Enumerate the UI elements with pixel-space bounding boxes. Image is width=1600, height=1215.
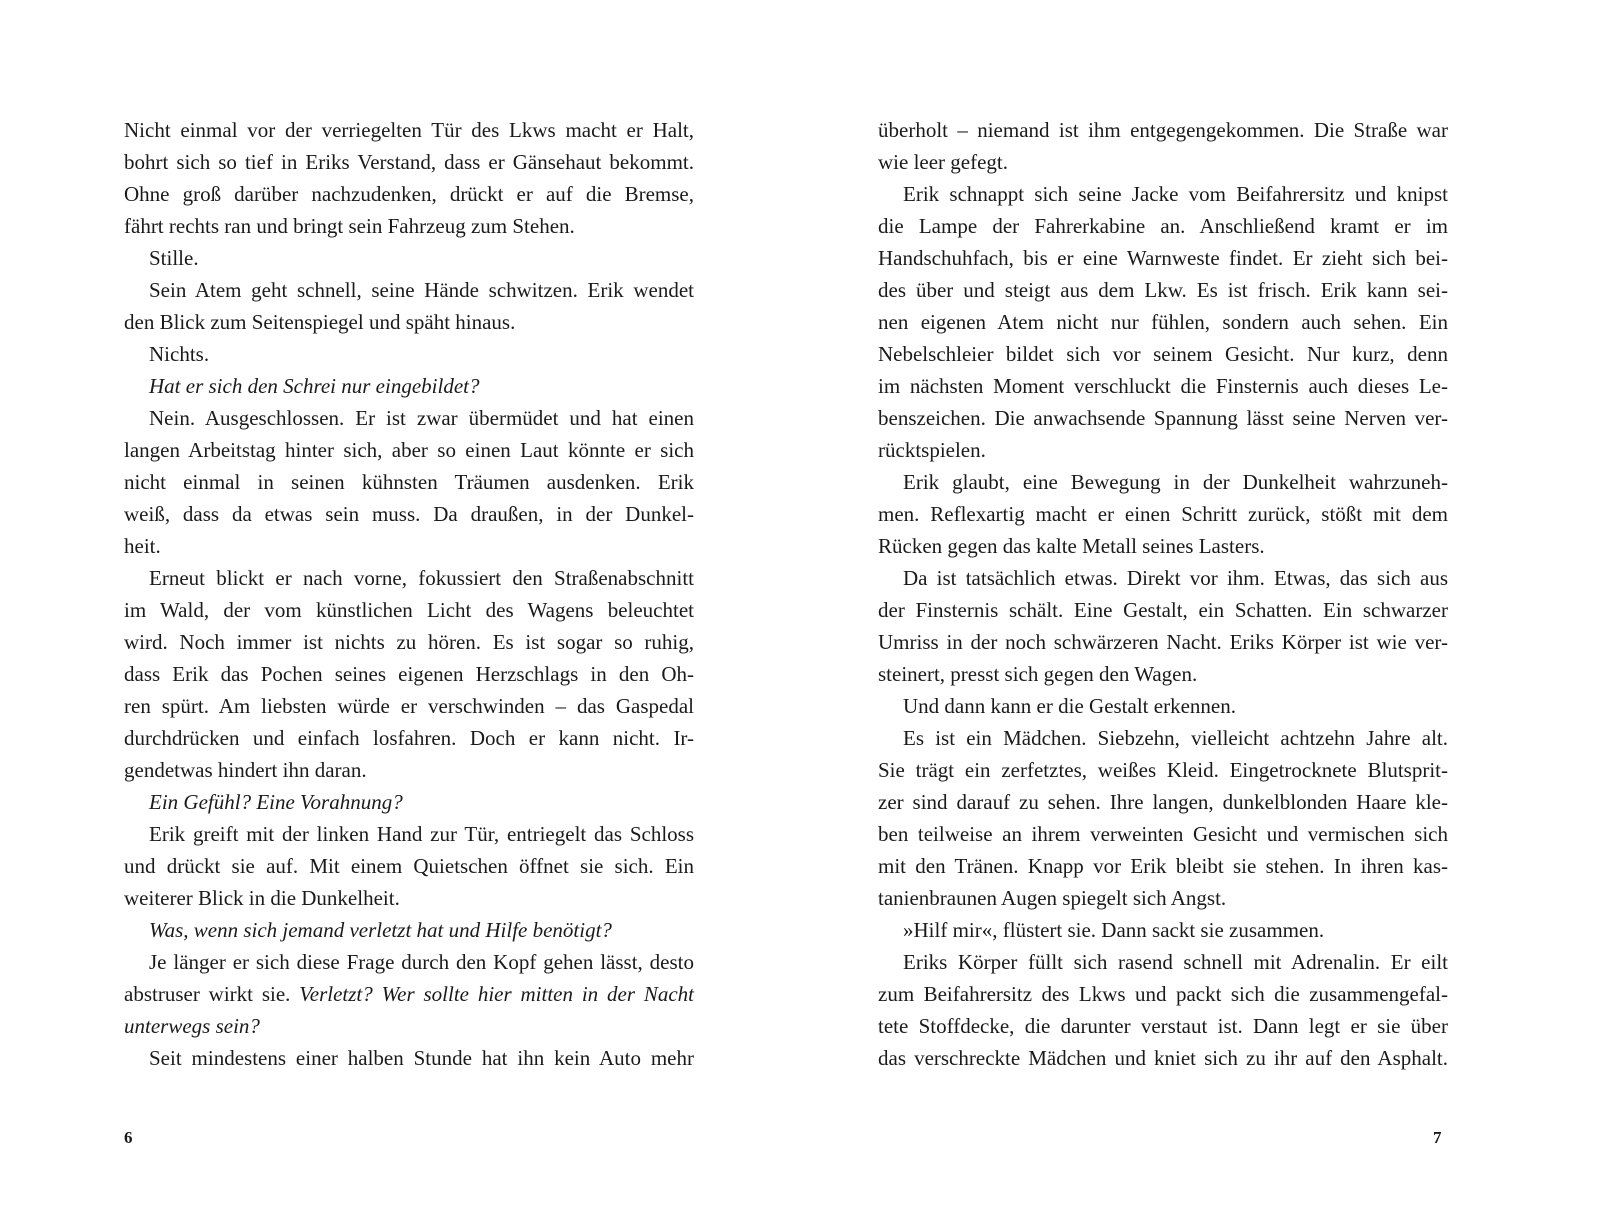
text-line: bohrt sich so tief in Eriks Verstand, dass er Gänsehaut bekommt. [124, 150, 694, 174]
text-line: Es ist ein Mädchen. Siebzehn, vielleicht achtzehn Jahre alt. [903, 726, 1448, 750]
text-line: Und dann kann er die Gestalt erkennen. [903, 694, 1236, 718]
text-line: Sie trägt ein zerfetztes, weißes Kleid. Eingetrocknete Blutsprit- [878, 758, 1448, 782]
text-line [124, 370, 694, 402]
text-line: Nebelschleier bildet sich vor seinem Gesicht. Nur kurz, denn [878, 342, 1448, 366]
text-line: Eriks Körper füllt sich rasend schnell mit Adrenalin. Er eilt [903, 950, 1448, 974]
text-line: nen eigenen Atem nicht nur fühlen, sondern auch sehen. Ein [878, 310, 1448, 334]
italic-thought: Hat er sich den Schrei nur eingebildet? [149, 374, 480, 398]
text-line: überholt – niemand ist ihm entgegengekommen. Die Straße war [878, 118, 1448, 142]
text-line [124, 914, 694, 946]
text-line: gendetwas hindert ihn daran. [124, 758, 367, 782]
text-line: Nein. Ausgeschlossen. Er ist zwar übermüdet und hat einen [149, 406, 694, 430]
text-line: benszeichen. Die anwachsende Spannung lässt seine Nerven ver- [878, 406, 1448, 430]
text-line: Handschuhfach, bis er eine Warnweste findet. Er zieht sich bei- [878, 246, 1448, 270]
text-line: Nichts. [149, 342, 210, 366]
text-line: durchdrücken und einfach losfahren. Doch er kann nicht. Ir- [124, 726, 694, 750]
text-line: Erik greift mit der linken Hand zur Tür, entriegelt das Schloss [149, 822, 694, 846]
text-line: Je länger er sich diese Frage durch den Kopf gehen lässt, desto [149, 950, 694, 974]
text-line [124, 1010, 694, 1042]
right-page-text [878, 114, 1448, 1074]
italic-thought: Ein Gefühl? Eine Vorahnung? [149, 790, 403, 814]
page-number-right: 7 [1433, 1128, 1442, 1147]
text-line: rücktspielen. [878, 438, 986, 462]
text-line: men. Reflexartig macht er einen Schritt zurück, stößt mit dem [878, 502, 1448, 526]
text-line: Erneut blickt er nach vorne, fokussiert den Straßenabschnitt [149, 566, 694, 590]
text-line: die Lampe der Fahrerkabine an. Anschließend kramt er im [878, 214, 1448, 238]
text-segment: abstruser wirkt sie. [124, 982, 300, 1006]
text-line: dass Erik das Pochen seines eigenen Herzschlags in den Oh- [124, 662, 694, 686]
text-line: Erik schnappt sich seine Jacke vom Beifahrersitz und knipst [903, 182, 1448, 206]
text-line: Seit mindestens einer halben Stunde hat ihn kein Auto mehr [149, 1046, 694, 1070]
text-line [124, 978, 694, 1010]
text-line: weiterer Blick in die Dunkelheit. [124, 886, 400, 910]
text-line: weiß, dass da etwas sein muss. Da draußen, in der Dunkel- [124, 502, 694, 526]
left-page-text [124, 114, 694, 1074]
text-line: und drückt sie auf. Mit einem Quietschen öffnet sie sich. Ein [124, 854, 694, 878]
text-line: heit. [124, 534, 161, 558]
text-line: wird. Noch immer ist nichts zu hören. Es ist sogar so ruhig, [124, 630, 694, 654]
text-line: des über und steigt aus dem Lkw. Es ist frisch. Erik kann sei- [878, 278, 1448, 302]
text-line: Stille. [149, 246, 199, 270]
italic-thought: Was, wenn sich jemand verletzt hat und Hilfe benötigt? [149, 918, 612, 942]
text-line: Umriss in der noch schwärzeren Nacht. Eriks Körper ist wie ver- [878, 630, 1448, 654]
text-line: Ohne groß darüber nachzudenken, drückt er auf die Bremse, [124, 182, 694, 206]
text-line: ben teilweise an ihrem verweinten Gesicht und vermischen sich [878, 822, 1448, 846]
text-line: Erik glaubt, eine Bewegung in der Dunkelheit wahrzuneh- [903, 470, 1448, 494]
page-number-left: 6 [124, 1128, 133, 1147]
text-line: Sein Atem geht schnell, seine Hände schwitzen. Erik wendet [149, 278, 694, 302]
italic-thought: unterwegs sein? [124, 1014, 260, 1038]
text-line: tete Stoffdecke, die darunter verstaut ist. Dann legt er sie über [878, 1014, 1448, 1038]
text-line: langen Arbeitstag hinter sich, aber so einen Laut könnte er sich [124, 438, 694, 462]
text-line: das verschreckte Mädchen und kniet sich zu ihr auf den Asphalt. [878, 1046, 1448, 1070]
text-line: zum Beifahrersitz des Lkws und packt sich die zusammengefal- [878, 982, 1448, 1006]
text-line: Rücken gegen das kalte Metall seines Lasters. [878, 534, 1265, 558]
text-line: im nächsten Moment verschluckt die Finsternis auch dieses Le- [878, 374, 1448, 398]
text-line: den Blick zum Seitenspiegel und späht hinaus. [124, 310, 516, 334]
text-line: Nicht einmal vor der verriegelten Tür des Lkws macht er Halt, [124, 118, 694, 142]
text-line: tanienbraunen Augen spiegelt sich Angst. [878, 886, 1227, 910]
text-line: Da ist tatsächlich etwas. Direkt vor ihm. Etwas, das sich aus [903, 566, 1448, 590]
text-line: im Wald, der vom künstlichen Licht des Wagens beleuchtet [124, 598, 694, 622]
text-line: fährt rechts ran und bringt sein Fahrzeug zum Stehen. [124, 214, 575, 238]
text-line: nicht einmal in seinen kühnsten Träumen ausdenken. Erik [124, 470, 694, 494]
text-line: zer sind darauf zu sehen. Ihre langen, dunkelblonden Haare kle- [878, 790, 1448, 814]
text-line: steinert, presst sich gegen den Wagen. [878, 662, 1198, 686]
text-line: der Finsternis schält. Eine Gestalt, ein Schatten. Ein schwarzer [878, 598, 1448, 622]
text-line [124, 786, 694, 818]
text-line: »Hilf mir«, flüstert sie. Dann sackt sie zusammen. [903, 918, 1325, 942]
text-line: mit den Tränen. Knapp vor Erik bleibt sie stehen. In ihren kas- [878, 854, 1448, 878]
text-line: ren spürt. Am liebsten würde er verschwinden – das Gaspedal [124, 694, 694, 718]
text-line: wie leer gefegt. [878, 150, 1009, 174]
italic-thought: Verletzt? Wer sollte hier mitten in der Nacht [299, 982, 694, 1006]
